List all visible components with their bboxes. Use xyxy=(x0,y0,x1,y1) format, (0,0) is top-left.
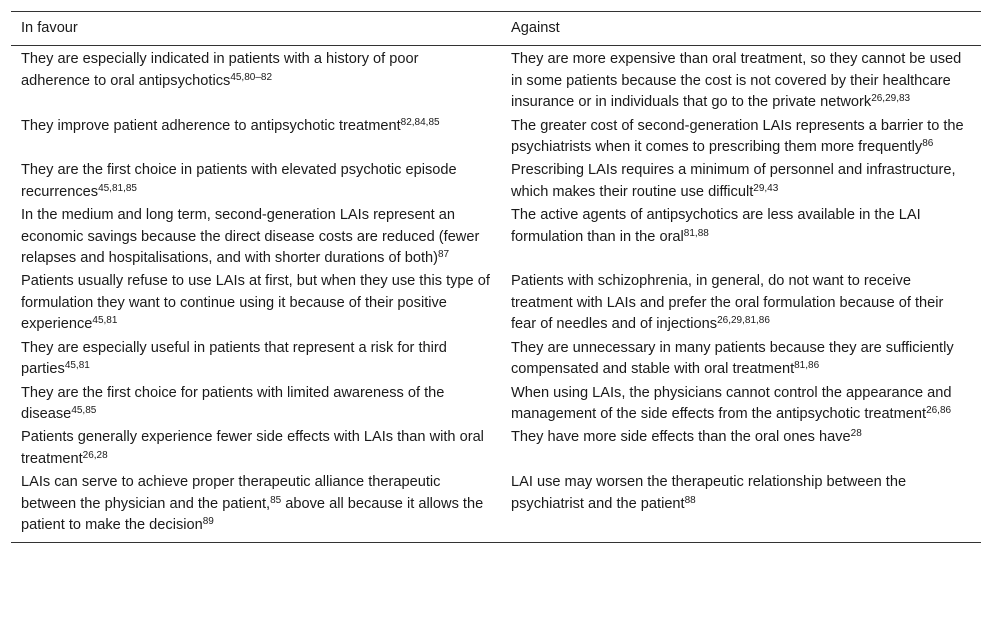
cell-against xyxy=(501,471,981,543)
reference-superscript: 86 xyxy=(922,138,934,150)
reference-superscript: 89 xyxy=(202,515,214,527)
table-row xyxy=(11,382,981,427)
reference-superscript: 88 xyxy=(684,494,696,506)
cell-text: LAIs can serve to achieve proper therapeutic alliance therapeutic between the physician and the patient, xyxy=(21,474,441,512)
cell-text: They are more expensive than oral treatment, so they cannot be used in some patients because the cost is not covered by their healthcare insurance or in individuals that go to the private network xyxy=(511,51,962,111)
cell-text: They are unnecessary in many patients because they are sufficiently compensated and stable with oral treatment xyxy=(511,339,954,378)
table-row xyxy=(11,270,981,336)
header-row xyxy=(11,12,981,46)
table-row xyxy=(11,337,981,382)
cell-in-favour xyxy=(11,270,501,336)
cell-in-favour xyxy=(11,382,501,427)
cell-text: They have more side effects than the oral ones have xyxy=(511,429,851,446)
header-in-favour: In favour xyxy=(21,20,78,36)
reference-superscript: 26,28 xyxy=(82,449,108,461)
reference-superscript: 29,43 xyxy=(753,182,779,194)
cell-against xyxy=(501,46,981,115)
cell-text: They are the first choice for patients with limited awareness of the disease xyxy=(21,384,445,422)
cell-against xyxy=(501,426,981,471)
reference-superscript: 82,84,85 xyxy=(400,116,440,128)
cell-text: Patients generally experience fewer side effects with LAIs than with oral treatment xyxy=(21,429,484,467)
cell-text: They improve patient adherence to antipsychotic treatment xyxy=(21,117,401,134)
table-row xyxy=(11,46,981,115)
comparison-table-container xyxy=(11,11,981,543)
cell-text: They are especially indicated in patients with a history of poor adherence to oral antipsychotics xyxy=(21,51,419,89)
cell-against xyxy=(501,382,981,427)
cell-against xyxy=(501,115,981,160)
reference-superscript: 26,29,83 xyxy=(871,93,911,105)
cell-in-favour xyxy=(11,159,501,204)
reference-superscript: 45,81 xyxy=(92,315,118,327)
reference-superscript: 45,81 xyxy=(64,360,90,372)
cell-text: They are the first choice in patients with elevated psychotic episode recurrences xyxy=(21,162,457,200)
table-row xyxy=(11,204,981,270)
header-against: Against xyxy=(511,20,560,36)
cell-in-favour xyxy=(11,115,501,160)
cell-in-favour xyxy=(11,426,501,471)
cell-in-favour xyxy=(11,46,501,115)
cell-text: Patients usually refuse to use LAIs at first, but when they use this type of formulation they want to continue using it because of their positive experience xyxy=(21,273,490,333)
cell-text: They are especially useful in patients that represent a risk for third parties xyxy=(21,339,447,378)
cell-text: In the medium and long term, second-generation LAIs represent an economic savings because the direct disease costs are reduced (fewer relapses and hospitalisations, and with shorter durations of both) xyxy=(21,207,480,267)
cell-text: The active agents of antipsychotics are less available in the LAI formulation than in the oral xyxy=(511,207,921,245)
reference-superscript: 26,29,81,86 xyxy=(717,315,770,327)
cell-text: Patients with schizophrenia, in general, do not want to receive treatment with LAIs and prefer the oral formulation because of their fear of needles and of injections xyxy=(511,273,944,333)
reference-superscript: 45,85 xyxy=(71,404,97,416)
cell-against xyxy=(501,204,981,270)
table-body xyxy=(11,46,981,543)
reference-superscript: 81,86 xyxy=(794,360,820,372)
cell-against xyxy=(501,159,981,204)
reference-superscript: 28 xyxy=(850,428,862,440)
reference-superscript: 81,88 xyxy=(683,227,709,239)
table-row xyxy=(11,115,981,160)
reference-superscript: 85 xyxy=(270,494,282,506)
cell-text: The greater cost of second-generation LAIs represents a barrier to the psychiatrists when it comes to prescribing them more frequently xyxy=(511,117,964,156)
cell-against xyxy=(501,270,981,336)
comparison-table xyxy=(11,11,981,543)
table-row xyxy=(11,471,981,543)
cell-in-favour xyxy=(11,471,501,543)
cell-in-favour xyxy=(11,337,501,382)
reference-superscript: 45,80–82 xyxy=(230,71,273,83)
table-row xyxy=(11,159,981,204)
cell-text: above all because it allows the patient to make the decision xyxy=(21,495,484,533)
cell-against xyxy=(501,337,981,382)
cell-text: LAI use may worsen the therapeutic relationship between the psychiatrist and the patient xyxy=(511,474,907,512)
table-header xyxy=(11,12,981,46)
table-row xyxy=(11,426,981,471)
reference-superscript: 87 xyxy=(437,249,450,261)
cell-text: Prescribing LAIs requires a minimum of personnel and infrastructure, which makes their routine use difficult xyxy=(511,162,956,200)
cell-in-favour xyxy=(11,204,501,270)
reference-superscript: 45,81,85 xyxy=(98,182,137,194)
cell-text: When using LAIs, the physicians cannot control the appearance and management of the side effects from the antipsychotic treatment xyxy=(511,384,952,422)
reference-superscript: 26,86 xyxy=(926,404,952,416)
